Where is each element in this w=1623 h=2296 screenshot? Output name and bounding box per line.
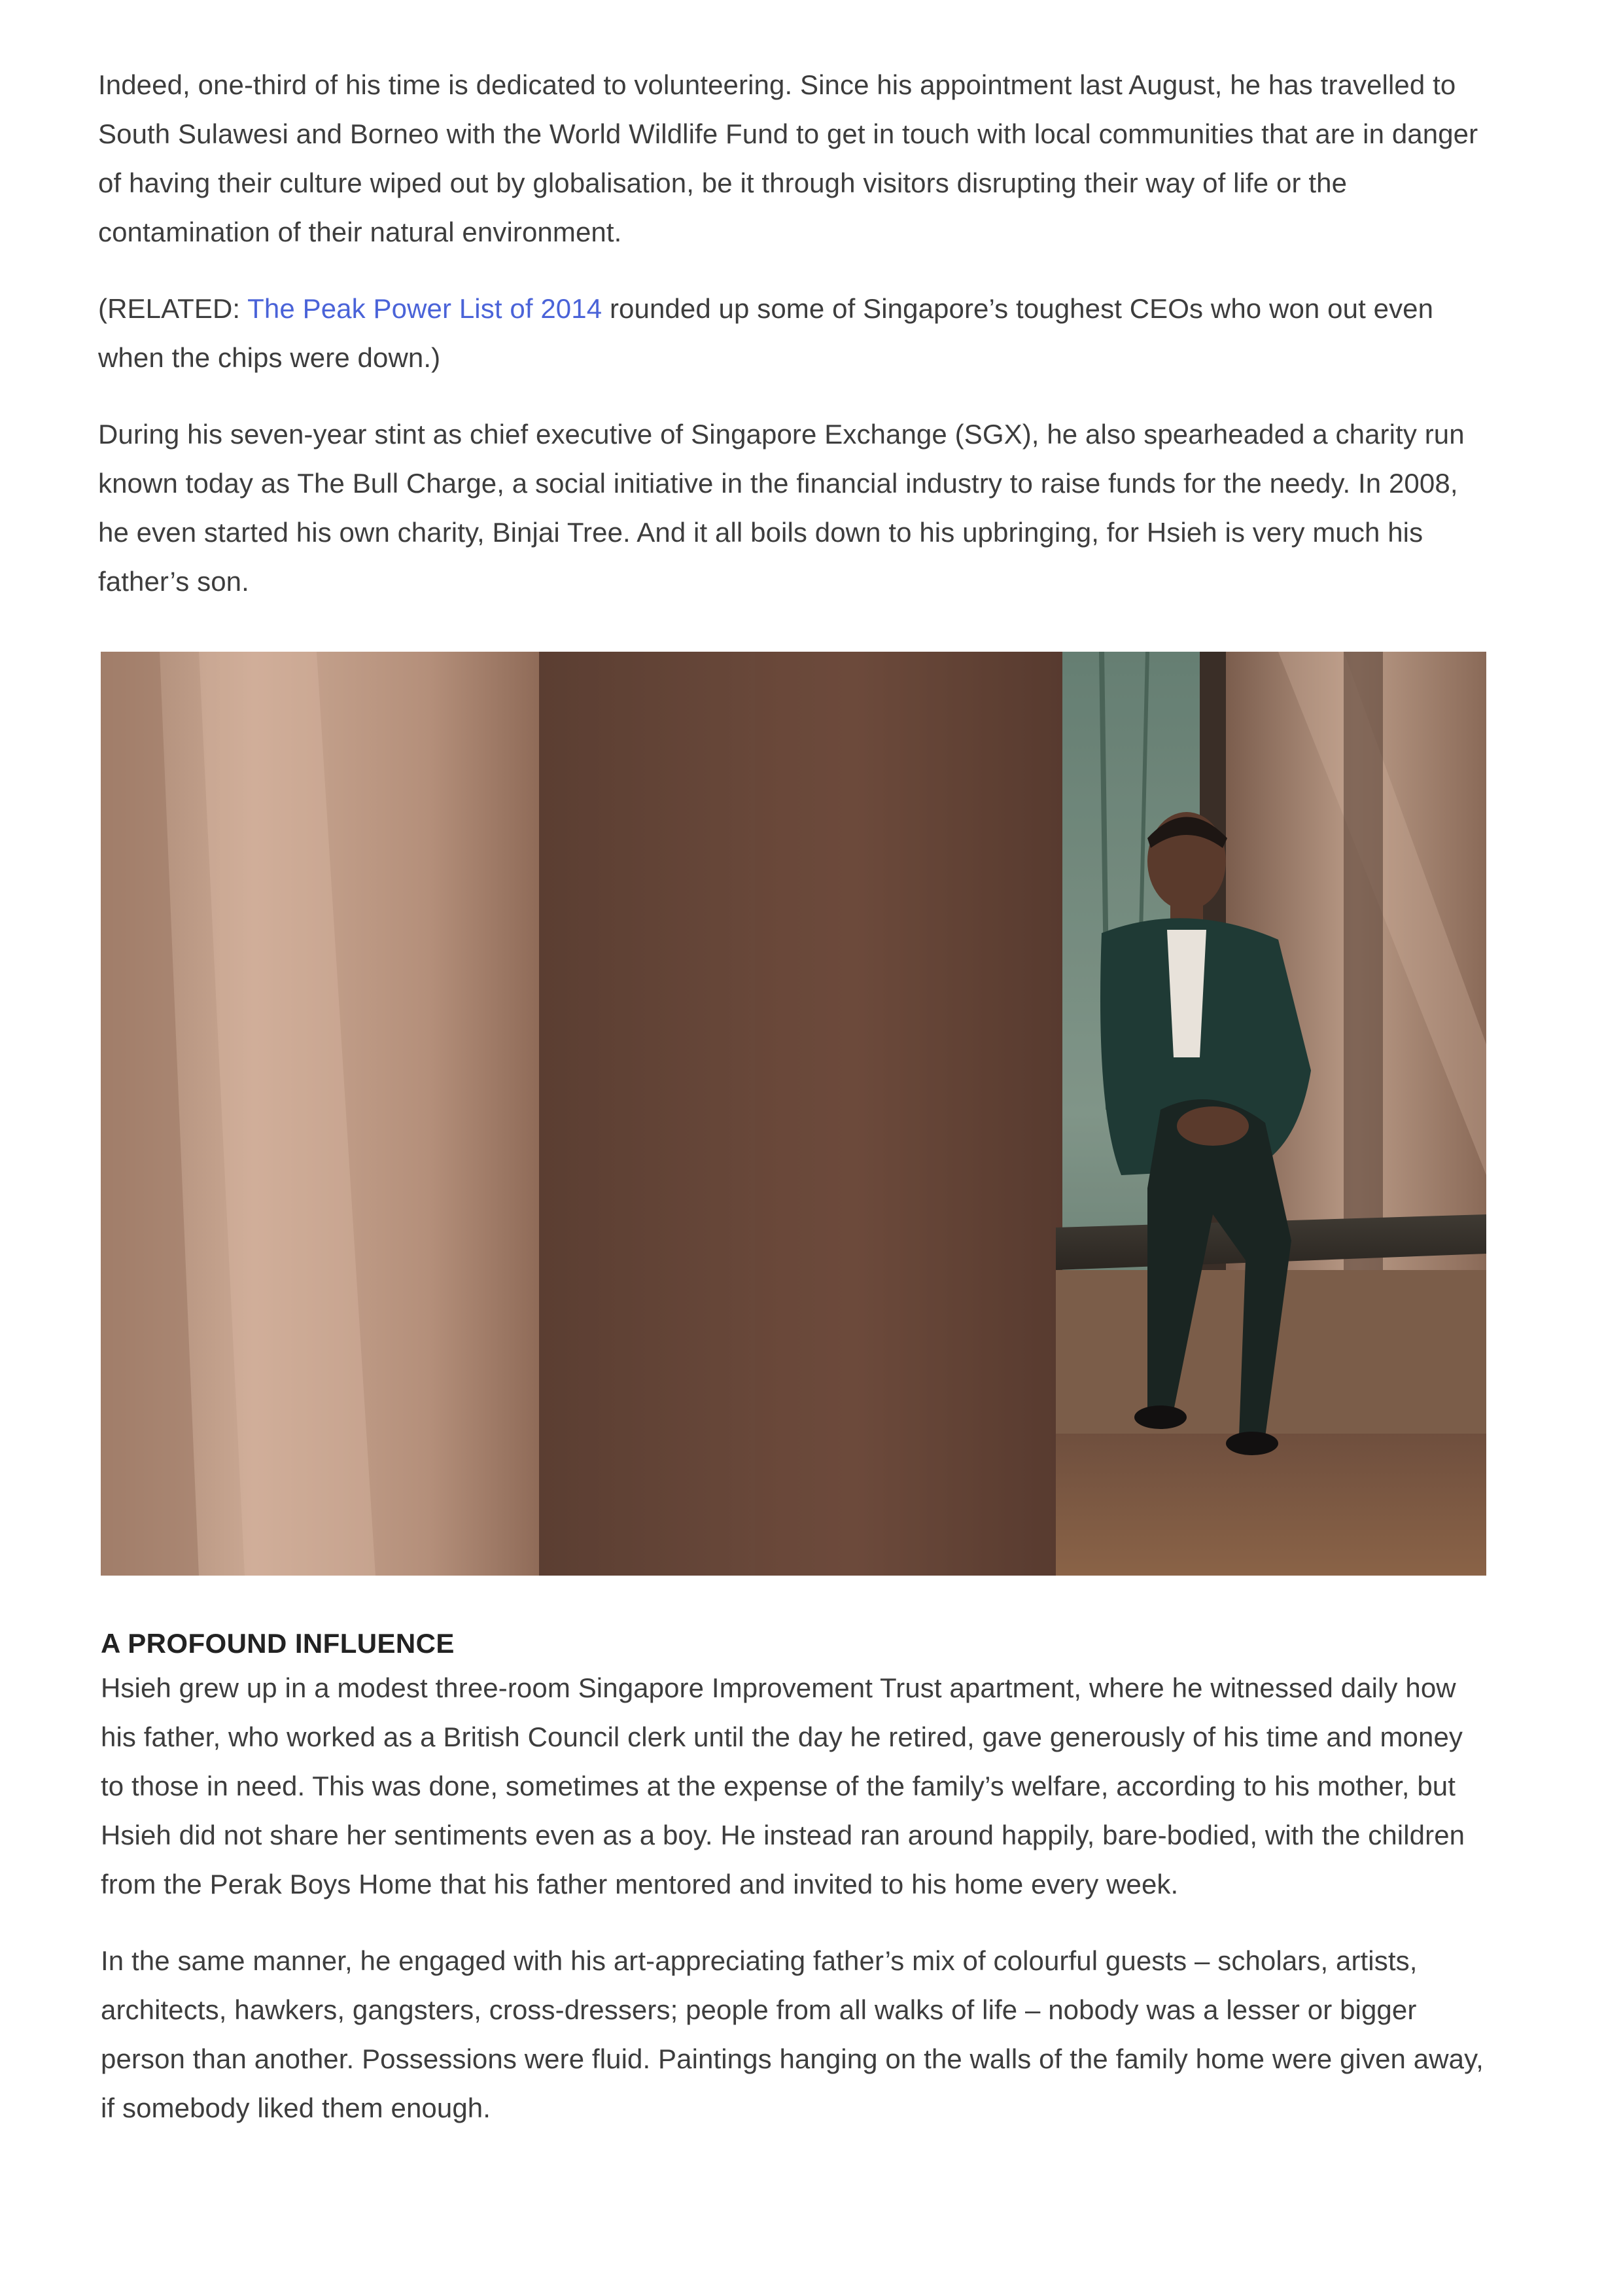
article-body — [98, 60, 1485, 2160]
related-suffix: rounded up some of Singapore’s toughest CEOs who won out even when the chips were down.) — [98, 293, 1434, 373]
paragraph-sgx: During his seven-year stint as chief executive of Singapore Exchange (SGX), he also spearheaded a charity run known today as The Bull Charge, a social initiative in the financial industry to raise funds for the needy. In 2008, he even started his own charity, Binjai Tree. And it all boils down to his upbringing, for Hsieh is very much his father’s son. — [98, 419, 1465, 597]
related-link-power-list[interactable]: The Peak Power List of 2014 — [247, 293, 602, 324]
article-photo — [101, 652, 1486, 1576]
paragraph-guests: In the same manner, he engaged with his art-appreciating father’s mix of colourful guests – scholars, artists, architects, hawkers, gangsters, cross-dressers; people from all walks of life – nobody was a lesser or bigger person than another. Possessions were fluid. Paintings hanging on the walls of the family home were given away, if somebody liked them enough. — [101, 1945, 1484, 2123]
section-heading-profound-influence: A PROFOUND INFLUENCE — [101, 1628, 455, 1659]
related-prefix: (RELATED: — [98, 293, 248, 324]
paragraph-volunteering: Indeed, one-third of his time is dedicated to volunteering. Since his appointment last August, he has travelled to South Sulawesi and Borneo with the World Wildlife Fund to get in touch with local communities that are in danger of having their culture wiped out by globalisation, be it through visitors disrupting their way of life or the contamination of their natural environment. — [98, 69, 1478, 247]
photo-illustration — [101, 652, 1486, 1576]
paragraph-upbringing: Hsieh grew up in a modest three-room Singapore Improvement Trust apartment, where he witnessed daily how his father, who worked as a British Council clerk until the day he retired, gave generously of his time and money to those in need. This was done, sometimes at the expense of the family’s welfare, according to his mother, but Hsieh did not share her sentiments even as a boy. He instead ran around happily, bare-bodied, with the children from the Perak Boys Home that his father mentored and invited to his home every week. — [101, 1672, 1465, 1899]
paragraph-related — [98, 284, 1485, 382]
